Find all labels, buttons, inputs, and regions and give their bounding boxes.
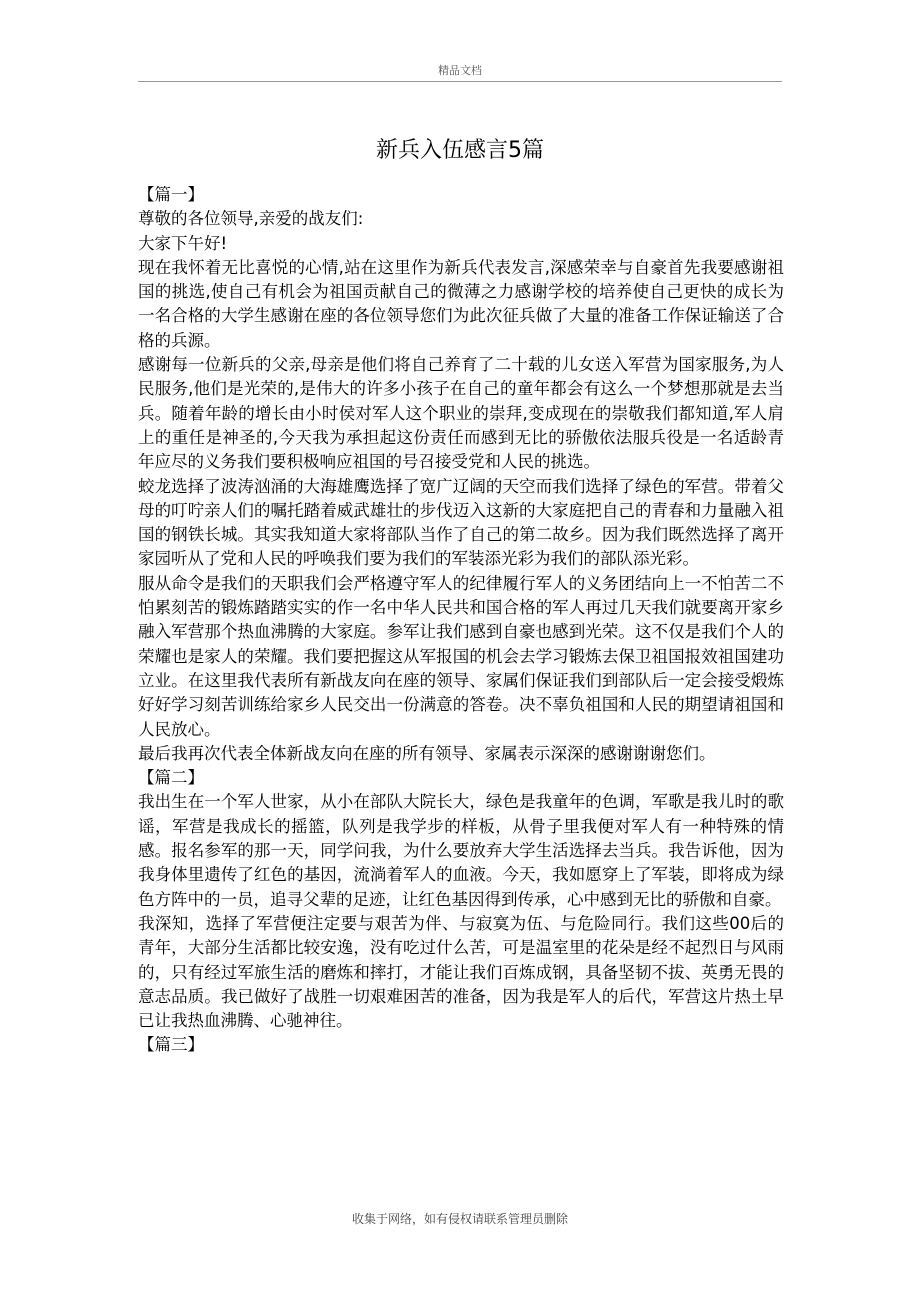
- section-heading-2: 【篇二】: [138, 768, 204, 788]
- section-1-paragraph-1: 现在我怀着无比喜悦的心情,站在这里作为新兵代表发言,深感荣幸与自豪首先我要感谢祖国的挑选,使自己有机会为祖国贡献自己的微薄之力感谢学校的培养使自己更快的成长为一名合格的大学生感谢在座的各位领导您们为此次征兵做了大量的准备工作保证输送了合格的兵源。: [138, 257, 784, 350]
- salutation: 尊敬的各位领导,亲爱的战友们:: [138, 209, 364, 229]
- section-2-paragraph-2: 我深知，选择了军营便注定要与艰苦为伴、与寂寞为伍、与危险同行。我们这些00后的青年，大部分生活都比较安逸，没有吃过什么苦，可是温室里的花朵是经不起烈日与风雨的，只有经过军旅生活的磨炼和摔打，才能让我们百炼成钢，具备坚韧不拔、英勇无畏的意志品质。我已做好了战胜一切艰难困苦的准备，因为我是军人的后代，军营这片热土早已让我热血沸腾、心驰神往。: [138, 913, 784, 1031]
- page-footer: 收集于网络，如有侵权请联系管理员删除: [351, 1212, 568, 1226]
- section-1-paragraph-2: 感谢每一位新兵的父亲,母亲是他们将自己养育了二十载的儿女送入军营为国家服务,为人民服务,他们是光荣的,是伟大的许多小孩子在自己的童年都会有这么一个梦想那就是去当兵。随着年龄的增长由小时侯对军人这个职业的崇拜,变成现在的崇敬我们都知道,军人肩上的重任是神圣的,今天我为承担起这份责任而感到无比的骄傲依法服兵役是一名适龄青年应尽的义务我们要积极响应祖国的号召接受党和人民的挑选。: [138, 355, 784, 472]
- section-2-paragraph-1: 我出生在一个军人世家，从小在部队大院长大，绿色是我童年的色调，军歌是我儿时的歌谣，军营是我成长的摇篮，队列是我学步的样板，从骨子里我便对军人有一种特殊的情感。报名参军的那一天，同学问我，为什么要放弃大学生活选择去当兵。我告诉他，因为我身体里遗传了红色的基因，流淌着军人的血液。今天，我如愿穿上了军装，即将成为绿色方阵中的一员，追寻父辈的足迹，让红色基因得到传承，心中感到无比的骄傲和自豪。: [138, 792, 784, 909]
- greeting: 大家下午好!: [138, 233, 228, 253]
- document-title: 新兵入伍感言5篇: [376, 138, 544, 163]
- section-1-paragraph-3: 蛟龙选择了波涛汹涌的大海雄鹰选择了宽广辽阔的天空而我们选择了绿色的军营。带着父母的叮咛亲人们的嘱托踏着威武雄壮的步伐迈入这新的大家庭把自己的青春和力量融入祖国的钢铁长城。其实我知道大家将部队当作了自己的第二故乡。因为我们既然选择了离开家园听从了党和人民的呼唤我们要为我们的军装添光彩为我们的部队添光彩。: [138, 476, 784, 569]
- header-divider: [138, 81, 782, 82]
- section-heading-1: 【篇一】: [138, 185, 204, 204]
- section-1-paragraph-4: 服从命令是我们的天职我们会严格遵守军人的纪律履行军人的义务团结向上一不怕苦二不怕累刻苦的锻炼踏踏实实的作一名中华人民共和国合格的军人再过几天我们就要离开家乡融入军营那个热血沸腾的大家庭。参军让我们感到自豪也感到光荣。这不仅是我们个人的荣耀也是家人的荣耀。我们要把握这从军报国的机会去学习锻炼去保卫祖国报效祖国建功立业。在这里我代表所有新战友向在座的领导、家属们保证我们到部队后一定会接受煅炼好好学习刻苦训练给家乡人民交出一份满意的答卷。决不辜负祖国和人民的期望请祖国和人民放心。: [138, 573, 784, 739]
- document-body: [138, 183, 784, 1058]
- section-heading-3: 【篇三】: [138, 1035, 204, 1055]
- section-1-closing: 最后我再次代表全体新战友向在座的所有领导、家属表示深深的感谢谢谢您们。: [138, 743, 716, 763]
- page-header: 精品文档: [438, 64, 482, 77]
